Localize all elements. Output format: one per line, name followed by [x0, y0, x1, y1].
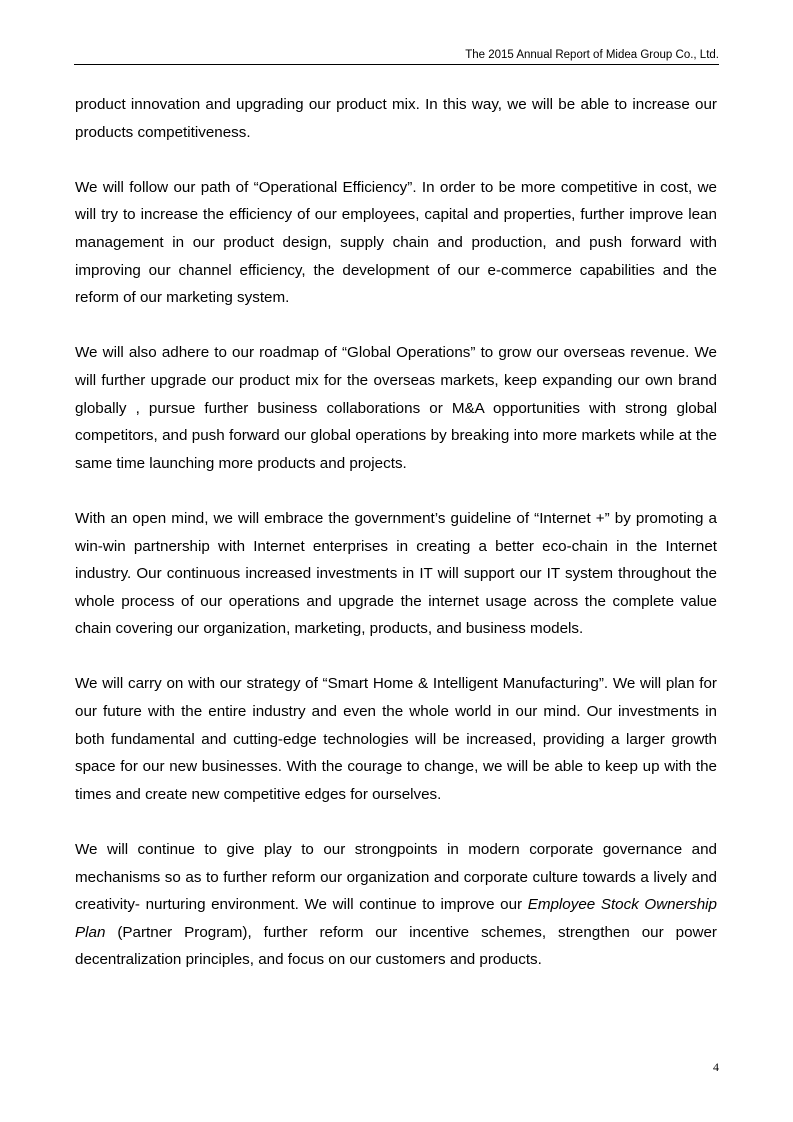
employee-stock-ownership-plan-emphasis: Employee Stock Ownership Plan [75, 896, 717, 941]
paragraph-operational-efficiency: We will follow our path of “Operational Efficiency”. In order to be more competitive in cost, we will try to increase the efficiency of our employees, capital and properties, further improve lean management in our product design, supply chain and production, and push forward with improving our channel efficiency, the development of our e-commerce capabilities and the reform of our marketing system. [75, 178, 717, 307]
paragraph-smart-home: We will carry on with our strategy of “Smart Home & Intelligent Manufacturing”. We will plan for our future with the entire industry and even the whole world in our mind. Our investments in both fundamental and cutting-edge technologies will be increased, providing a larger growth space for our new businesses. With the courage to change, we will be able to keep up with the times and create new competitive edges for ourselves. [75, 675, 717, 803]
paragraph-product-innovation: product innovation and upgrading our product mix. In this way, we will be able to increase our products competitiveness. [75, 96, 717, 141]
header-rule [74, 64, 719, 65]
paragraph-text-after-emphasis: (Partner Program), further reform our incentive schemes, strengthen our power decentralization principles, and focus on our customers and products. [75, 923, 717, 969]
paragraph-text-before-emphasis: We will continue to give play to our strongpoints in modern corporate governance and mechanisms so as to further reform our organization and corporate culture towards a lively and creativity- nurturing environment. We will continue to improve our [75, 841, 717, 914]
paragraph-global-operations: We will also adhere to our roadmap of “Global Operations” to grow our overseas revenue. We will further upgrade our product mix for the overseas markets, keep expanding our own brand globally , pursue further business collaborations or M&A opportunities with strong global competitors, and push forward our global operations by breaking into more markets while at the same time launching more products and projects. [75, 344, 717, 472]
paragraph-corporate-governance [75, 836, 717, 974]
page-number: 4 [713, 1060, 719, 1074]
body-text [75, 91, 717, 974]
running-header: The 2015 Annual Report of Midea Group Co., Ltd. [465, 49, 719, 61]
paragraph-internet-plus: With an open mind, we will embrace the government’s guideline of “Internet +” by promoting a win-win partnership with Internet enterprises in creating a better eco-chain in the Internet industry. Our continuous increased investments in IT will support our IT system throughout the whole process of our operations and upgrade the internet usage across the complete value chain covering our organization, marketing, products, and business models. [75, 509, 717, 638]
